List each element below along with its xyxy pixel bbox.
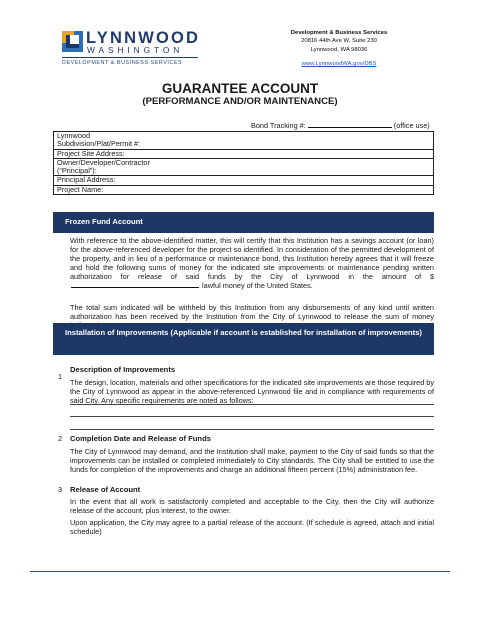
- info-row-project-name[interactable]: Project Name:: [57, 184, 104, 194]
- completion-paragraph: The City of Lynnwood may demand, and the Institution shall make, payment to the City of said funds so that the improvements can be installed or completed immediately to City standards. The City shall be entitled to use the funds for completion of the improvements and charge an additional fifteen percent (15%) administration fee.: [70, 447, 434, 474]
- info-row-lynnwood[interactable]: Lynnwood: [57, 131, 90, 140]
- contact-city: Lynnwood, WA 98036: [310, 46, 368, 53]
- page-header: [0, 0, 480, 78]
- frozen-para-text: With reference to the above-identified matter, this will certify that this Institution has a savings account (or loan) for the above-referenced developer for the project so identified. In consideration of the permitted development of the property, and in lieu of a performance or maintenance bond, this Institution hereby agrees that it will freeze and hold the following sums of money for the indicated site improvements or maintenance pending written authorization for release of said funds by the City of Lynnwood in the amount of $: [70, 236, 434, 281]
- info-row-site-address[interactable]: Project Site Address:: [54, 150, 433, 159]
- section-title-release: Release of Account: [70, 485, 141, 494]
- requirements-line[interactable]: [70, 416, 434, 417]
- section-number: 1: [58, 372, 63, 381]
- logo-department: DEVELOPMENT & BUSINESS SERVICES: [62, 60, 183, 66]
- frozen-para-end: lawful money of the United States.: [202, 281, 313, 290]
- bond-tracking: [251, 121, 436, 130]
- section-bar-frozen-fund: Frozen Fund Account: [53, 212, 434, 233]
- frozen-fund-paragraph: [70, 236, 434, 290]
- withheld-paragraph: The total sum indicated will be withheld by this Institution from any disbursements of any kind until written authorization has been received by the Institution from the City of Lynnwood to release the sum of money: [70, 303, 434, 321]
- lynnwood-logo-icon: [62, 31, 83, 52]
- info-row-principal-address[interactable]: Principal Address:: [54, 176, 433, 185]
- contact-block: [250, 29, 428, 69]
- bond-tracking-field[interactable]: [308, 121, 392, 128]
- bond-tracking-label: Bond Tracking #:: [251, 121, 306, 130]
- section-number: 2: [58, 434, 63, 443]
- logo-state: WASHINGTON: [87, 45, 184, 55]
- logo-wordmark: LYNNWOOD: [86, 29, 201, 47]
- logo-divider: [62, 57, 198, 58]
- form-title: GUARANTEE ACCOUNT: [161, 81, 319, 96]
- release-paragraph: In the event that all work is satisfactorily completed and acceptable to the City, then the City will authorize release of the account, plus interest, to the owner.: [70, 497, 434, 515]
- contact-org: Development & Business Services: [290, 30, 388, 36]
- contact-address: 20816 44th Ave W, Suite 230: [301, 38, 377, 45]
- bond-tracking-note: (office use): [393, 121, 430, 130]
- requirements-line[interactable]: [70, 429, 434, 430]
- form-subtitle: (PERFORMANCE AND/OR MAINTENANCE): [142, 96, 338, 107]
- section-bar-installation: Installation of Improvements (Applicable if account is established for installation of improvements): [53, 323, 434, 355]
- section-title-completion: Completion Date and Release of Funds: [70, 434, 211, 443]
- project-info-table: [53, 131, 434, 195]
- contact-website-link[interactable]: www.LynnwoodWA.gov/DBS: [301, 61, 377, 68]
- description-paragraph: The design, location, materials and other specifications for the indicated site improvements are those required by the City of Lynnwood as appear in the above-referenced Lynnwood file and in compliance with requirements of said City. Any specific requirements are noted as follows:: [70, 378, 434, 405]
- amount-field[interactable]: [71, 281, 199, 288]
- section-number: 3: [58, 485, 63, 494]
- partial-release-paragraph: Upon application, the City may agree to a partial release of the account. (If schedule is agreed, attach and initial schedule): [70, 518, 434, 536]
- info-row-permit[interactable]: Subdivision/Plat/Permit #:: [54, 140, 433, 149]
- footer-divider: [30, 571, 450, 572]
- info-row-principal[interactable]: (“Principal”):: [54, 167, 433, 176]
- requirements-line[interactable]: [70, 404, 434, 405]
- info-row-owner[interactable]: Owner/Developer/Contractor: [57, 157, 150, 167]
- section-title-description: Description of Improvements: [70, 365, 176, 374]
